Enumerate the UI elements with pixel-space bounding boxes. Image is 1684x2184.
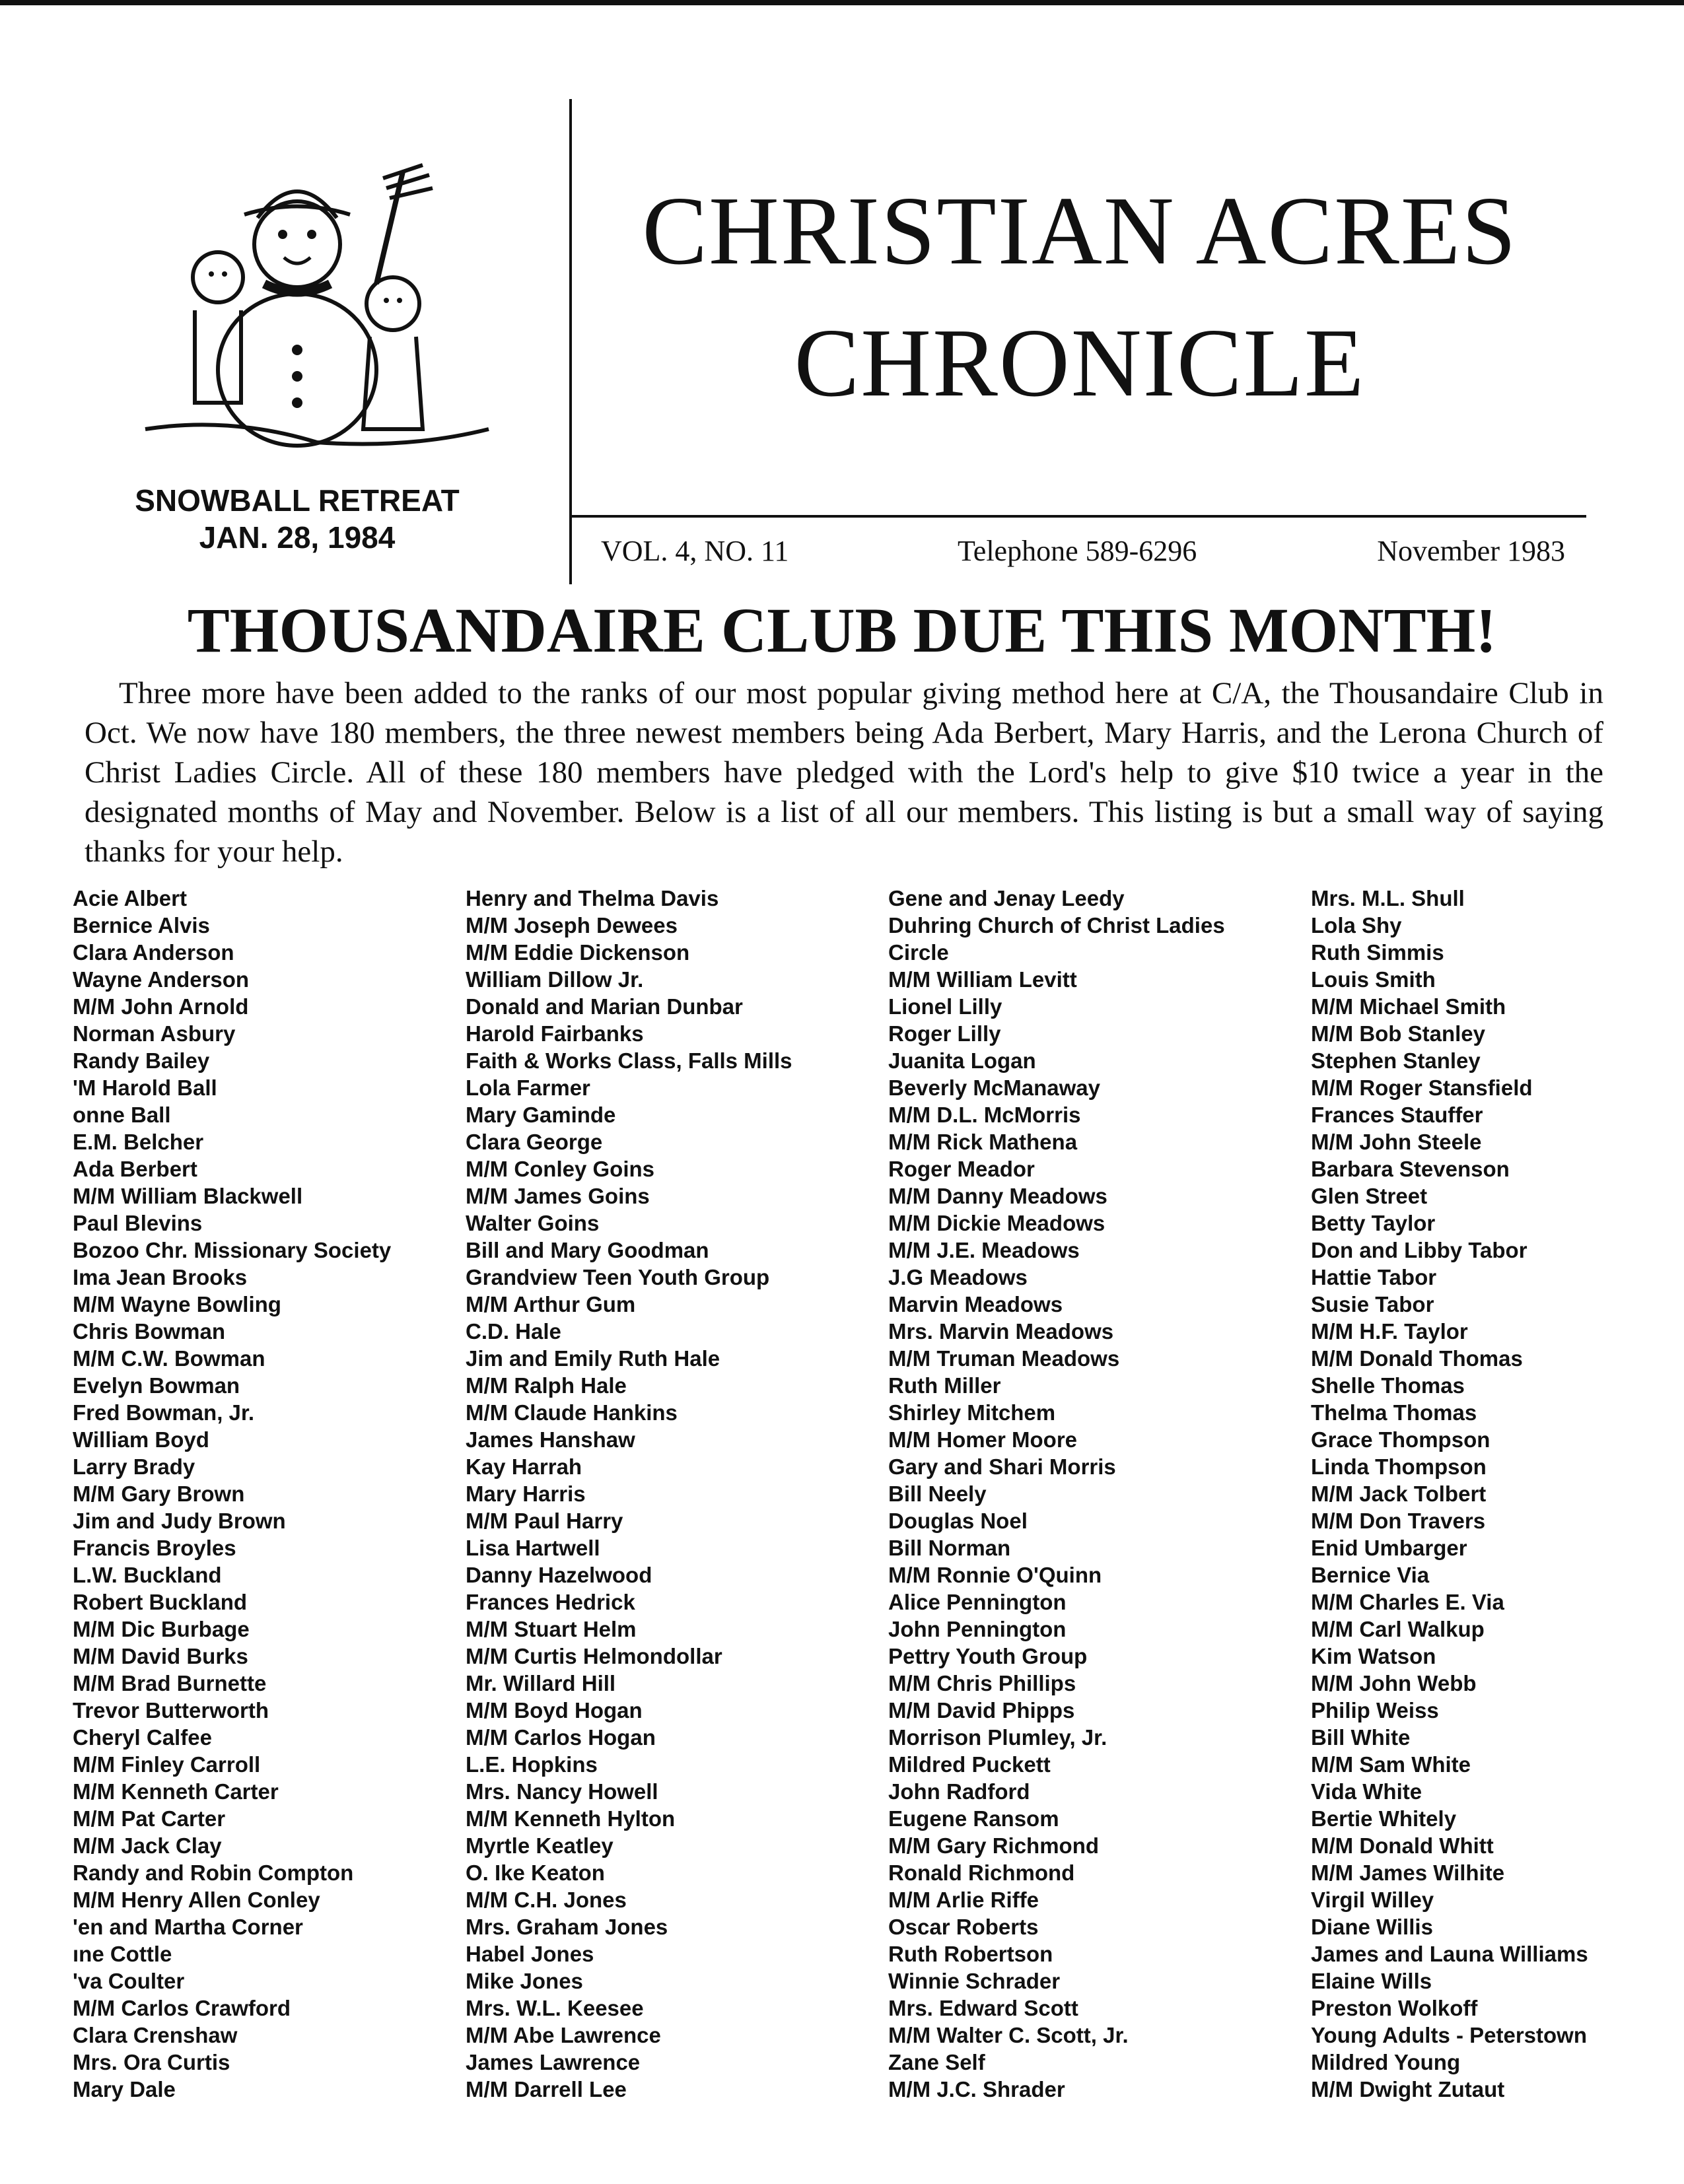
member-name: Clara Anderson — [73, 940, 234, 965]
member-name: Mrs. W.L. Keesee — [466, 1996, 644, 2020]
member-name: Mary Harris — [466, 1482, 586, 1506]
member-name: Jim and Emily Ruth Hale — [466, 1346, 720, 1371]
member-name: Lola Farmer — [466, 1075, 590, 1100]
member-name: Vida White — [1311, 1779, 1422, 1804]
member-name: M/M J.C. Shrader — [888, 2077, 1065, 2101]
member-name: Shelle Thomas — [1311, 1373, 1465, 1398]
member-name: Bertie Whitely — [1311, 1806, 1457, 1831]
member-name: Frances Hedrick — [466, 1590, 635, 1614]
member-name: Oscar Roberts — [888, 1915, 1039, 1939]
member-name: Louis Smith — [1311, 967, 1436, 992]
member-name: M/M Chris Phillips — [888, 1671, 1076, 1695]
member-name: Bozoo Chr. Missionary Society — [73, 1238, 392, 1262]
member-list-column-4 — [1311, 885, 1684, 2103]
member-name: M/M Sam White — [1311, 1752, 1471, 1777]
member-name: Myrtle Keatley — [466, 1833, 614, 1858]
member-name: Donald and Marian Dunbar — [466, 994, 743, 1019]
member-name: M/M Claude Hankins — [466, 1400, 678, 1425]
member-name: Larry Brady — [73, 1454, 195, 1479]
member-name: M/M Brad Burnette — [73, 1671, 267, 1695]
member-name: Lionel Lilly — [888, 994, 1002, 1019]
member-name: M/M Ralph Hale — [466, 1373, 627, 1398]
member-name: Marvin Meadows — [888, 1292, 1063, 1316]
retreat-date: JAN. 28, 1984 — [199, 520, 396, 555]
member-name: Don and Libby Tabor — [1311, 1238, 1527, 1262]
member-name: M/M Arlie Riffe — [888, 1888, 1039, 1912]
member-name: 'va Coulter — [73, 1969, 185, 1993]
member-name: M/M Pat Carter — [73, 1806, 226, 1831]
member-name: Ruth Robertson — [888, 1942, 1053, 1966]
member-name: M/M Bob Stanley — [1311, 1021, 1486, 1046]
article-body: Three more have been added to the ranks of our most popular giving method here at C/A, the Thousandaire Club in Oct. We now have 180 members, the three newest members being Ada Berbert, Mary Harris, and the Lerona Church of Christ Ladies Circle. All of these 180 members have pledged with the Lord's help to give $10 twice a year in the designated months of May and November. Below is a list of all our members. This listing is but a small way of saying thanks for your help. — [85, 676, 1603, 869]
member-name: Mildred Young — [1311, 2050, 1461, 2074]
member-name: M/M Rick Mathena — [888, 1130, 1078, 1154]
member-name: Mr. Willard Hill — [466, 1671, 616, 1695]
member-name: M/M Dickie Meadows — [888, 1211, 1105, 1235]
member-name: Mary Gaminde — [466, 1103, 616, 1127]
member-name: Hattie Tabor — [1311, 1265, 1437, 1289]
member-name: Francis Broyles — [73, 1536, 236, 1560]
member-name: Trevor Butterworth — [73, 1698, 269, 1723]
member-name: Cheryl Calfee — [73, 1725, 212, 1750]
member-name: Barbara Stevenson — [1311, 1157, 1510, 1181]
member-name: Ada Berbert — [73, 1157, 197, 1181]
member-name: Henry and Thelma Davis — [466, 886, 719, 910]
member-name: M/M Boyd Hogan — [466, 1698, 643, 1723]
member-name: Mike Jones — [466, 1969, 583, 1993]
member-name: William Dillow Jr. — [466, 967, 644, 992]
member-name: Faith & Works Class, Falls Mills — [466, 1048, 792, 1073]
member-name: M/M David Burks — [73, 1644, 248, 1668]
member-name: Kay Harrah — [466, 1454, 582, 1479]
member-name: Alice Pennington — [888, 1590, 1067, 1614]
member-name: Winnie Schrader — [888, 1969, 1061, 1993]
member-name: Preston Wolkoff — [1311, 1996, 1478, 2020]
member-name: Susie Tabor — [1311, 1292, 1434, 1316]
member-name: Circle — [888, 940, 949, 965]
member-name: Mrs. Edward Scott — [888, 1996, 1078, 2020]
member-name: James Hanshaw — [466, 1427, 635, 1452]
member-name: M/M Paul Harry — [466, 1509, 623, 1533]
member-name: M/M Charles E. Via — [1311, 1590, 1504, 1614]
member-name: James Lawrence — [466, 2050, 641, 2074]
member-name: Harold Fairbanks — [466, 1021, 644, 1046]
member-name: M/M Ronnie O'Quinn — [888, 1563, 1102, 1587]
member-name: Mrs. Graham Jones — [466, 1915, 668, 1939]
member-name: Eugene Ransom — [888, 1806, 1059, 1831]
member-name: M/M Truman Meadows — [888, 1346, 1120, 1371]
member-name: M/M Carlos Crawford — [73, 1996, 291, 2020]
member-list-column-3 — [888, 885, 1284, 2103]
member-name: Mrs. Marvin Meadows — [888, 1319, 1114, 1344]
member-name: Shirley Mitchem — [888, 1400, 1056, 1425]
article-headline: THOUSANDAIRE CLUB DUE THIS MONTH! — [187, 595, 1497, 665]
member-name: John Radford — [888, 1779, 1030, 1804]
member-name: Roger Lilly — [888, 1021, 1001, 1046]
member-name: M/M Homer Moore — [888, 1427, 1078, 1452]
member-name: M/M Eddie Dickenson — [466, 940, 690, 965]
member-name: M/M Don Travers — [1311, 1509, 1486, 1533]
member-name: M/M Carlos Hogan — [466, 1725, 656, 1750]
member-name: Paul Blevins — [73, 1211, 203, 1235]
member-name: Mrs. Nancy Howell — [466, 1779, 658, 1804]
member-name: Mildred Puckett — [888, 1752, 1051, 1777]
member-name: M/M Stuart Helm — [466, 1617, 637, 1641]
member-name: Bill White — [1311, 1725, 1411, 1750]
retreat-notice — [99, 482, 495, 556]
member-name: M/M Kenneth Hylton — [466, 1806, 676, 1831]
member-name: Young Adults - Peterstown — [1311, 2023, 1587, 2047]
member-name: M/M James Wilhite — [1311, 1860, 1505, 1885]
member-name: M/M Roger Stansfield — [1311, 1075, 1533, 1100]
member-name: M/M C.H. Jones — [466, 1888, 627, 1912]
member-name: Randy and Robin Compton — [73, 1860, 354, 1885]
masthead — [575, 165, 1585, 429]
member-name: Jim and Judy Brown — [73, 1509, 286, 1533]
member-name: Philip Weiss — [1311, 1698, 1439, 1723]
member-name: M/M Henry Allen Conley — [73, 1888, 320, 1912]
member-name: Elaine Wills — [1311, 1969, 1432, 1993]
member-name: M/M Walter C. Scott, Jr. — [888, 2023, 1129, 2047]
member-name: M/M John Arnold — [73, 994, 249, 1019]
member-name: ıne Cottle — [73, 1942, 172, 1966]
member-name: Glen Street — [1311, 1184, 1428, 1208]
member-name: M/M John Steele — [1311, 1130, 1482, 1154]
member-name: M/M David Phipps — [888, 1698, 1075, 1723]
member-name: M/M William Blackwell — [73, 1184, 303, 1208]
member-name: Chris Bowman — [73, 1319, 226, 1344]
member-name: Mrs. M.L. Shull — [1311, 886, 1465, 910]
member-name: Linda Thompson — [1311, 1454, 1487, 1479]
member-name: Kim Watson — [1311, 1644, 1436, 1668]
member-name: Randy Bailey — [73, 1048, 210, 1073]
member-name: Clara George — [466, 1130, 603, 1154]
retreat-title: SNOWBALL RETREAT — [135, 483, 460, 518]
member-name: Bill Neely — [888, 1482, 987, 1506]
member-name: M/M Finley Carroll — [73, 1752, 261, 1777]
member-name: M/M D.L. McMorris — [888, 1103, 1081, 1127]
member-name: M/M H.F. Taylor — [1311, 1319, 1468, 1344]
member-name: M/M Kenneth Carter — [73, 1779, 279, 1804]
member-name: Ronald Richmond — [888, 1860, 1075, 1885]
member-name: 'M Harold Ball — [73, 1075, 217, 1100]
member-name: Bernice Alvis — [73, 913, 210, 938]
volume-number: VOL. 4, NO. 11 — [601, 535, 789, 567]
member-name: M/M Arthur Gum — [466, 1292, 636, 1316]
member-name: M/M John Webb — [1311, 1671, 1477, 1695]
member-name: M/M William Levitt — [888, 967, 1077, 992]
member-name: M/M Curtis Helmondollar — [466, 1644, 722, 1668]
member-name: Douglas Noel — [888, 1509, 1028, 1533]
member-name: L.W. Buckland — [73, 1563, 222, 1587]
member-name: J.G Meadows — [888, 1265, 1028, 1289]
member-name: M/M J.E. Meadows — [888, 1238, 1080, 1262]
member-name: M/M Dic Burbage — [73, 1617, 250, 1641]
member-name: Frances Stauffer — [1311, 1103, 1483, 1127]
member-name: M/M James Goins — [466, 1184, 650, 1208]
member-name: Ruth Simmis — [1311, 940, 1444, 965]
member-name: Gary and Shari Morris — [888, 1454, 1116, 1479]
member-name: M/M Jack Tolbert — [1311, 1482, 1487, 1506]
member-name: 'en and Martha Corner — [73, 1915, 303, 1939]
member-name: M/M Donald Whitt — [1311, 1833, 1494, 1858]
member-name: M/M Conley Goins — [466, 1157, 655, 1181]
member-name: John Pennington — [888, 1617, 1067, 1641]
member-name: Thelma Thomas — [1311, 1400, 1477, 1425]
member-name: Roger Meador — [888, 1157, 1035, 1181]
member-name: Diane Willis — [1311, 1915, 1433, 1939]
member-name: onne Ball — [73, 1103, 171, 1127]
member-name: M/M Wayne Bowling — [73, 1292, 281, 1316]
member-name: M/M Darrell Lee — [466, 2077, 627, 2101]
top-border — [0, 0, 1684, 5]
member-name: L.E. Hopkins — [466, 1752, 598, 1777]
member-name: Gene and Jenay Leedy — [888, 886, 1125, 910]
member-name: Morrison Plumley, Jr. — [888, 1725, 1107, 1750]
member-name: Ruth Miller — [888, 1373, 1001, 1398]
member-name: M/M Abe Lawrence — [466, 2023, 661, 2047]
member-name: Beverly McManaway — [888, 1075, 1100, 1100]
member-list-column-1 — [73, 885, 469, 2103]
member-name: Habel Jones — [466, 1942, 594, 1966]
member-name: Wayne Anderson — [73, 967, 250, 992]
member-name: Evelyn Bowman — [73, 1373, 240, 1398]
masthead-title-line2: CHRONICLE — [794, 309, 1366, 417]
member-name: M/M Michael Smith — [1311, 994, 1506, 1019]
member-name: William Boyd — [73, 1427, 209, 1452]
member-name: M/M Donald Thomas — [1311, 1346, 1523, 1371]
member-name: Mrs. Ora Curtis — [73, 2050, 230, 2074]
member-name: M/M Jack Clay — [73, 1833, 222, 1858]
member-name: Virgil Willey — [1311, 1888, 1434, 1912]
member-name: M/M Dwight Zutaut — [1311, 2077, 1505, 2101]
masthead-divider-vertical — [569, 99, 572, 584]
snowman-illustration — [132, 152, 502, 456]
member-name: Bernice Via — [1311, 1563, 1430, 1587]
member-name: James and Launa Williams — [1311, 1942, 1588, 1966]
member-name: M/M Gary Brown — [73, 1482, 245, 1506]
member-name: Ima Jean Brooks — [73, 1265, 248, 1289]
member-list-column-2 — [466, 885, 862, 2103]
member-name: Zane Self — [888, 2050, 985, 2074]
member-name: Robert Buckland — [73, 1590, 248, 1614]
member-name: Bill Norman — [888, 1536, 1011, 1560]
member-name: Stephen Stanley — [1311, 1048, 1481, 1073]
member-name: M/M Joseph Dewees — [466, 913, 678, 938]
member-name: M/M Danny Meadows — [888, 1184, 1107, 1208]
member-name: Walter Goins — [466, 1211, 600, 1235]
member-name: Pettry Youth Group — [888, 1644, 1088, 1668]
issue-date: November 1983 — [1377, 535, 1565, 567]
member-name: Norman Asbury — [73, 1021, 236, 1046]
telephone-number: Telephone 589-6296 — [958, 535, 1197, 567]
member-name: C.D. Hale — [466, 1319, 561, 1344]
member-name: Fred Bowman, Jr. — [73, 1400, 255, 1425]
member-name: Clara Crenshaw — [73, 2023, 238, 2047]
member-name: Grandview Teen Youth Group — [466, 1265, 770, 1289]
masthead-title-line1: CHRISTIAN ACRES — [642, 177, 1518, 285]
member-name: Duhring Church of Christ Ladies — [888, 913, 1225, 938]
member-name: M/M C.W. Bowman — [73, 1346, 265, 1371]
member-name: Lola Shy — [1311, 913, 1402, 938]
member-name: M/M Carl Walkup — [1311, 1617, 1485, 1641]
member-name: Danny Hazelwood — [466, 1563, 652, 1587]
masthead-divider-horizontal — [569, 515, 1586, 518]
member-name: Acie Albert — [73, 886, 187, 910]
member-name: Bill and Mary Goodman — [466, 1238, 709, 1262]
member-name: Juanita Logan — [888, 1048, 1036, 1073]
member-name: M/M Gary Richmond — [888, 1833, 1100, 1858]
member-name: E.M. Belcher — [73, 1130, 204, 1154]
member-name: O. Ike Keaton — [466, 1860, 605, 1885]
member-name: Mary Dale — [73, 2077, 176, 2101]
member-name: Lisa Hartwell — [466, 1536, 600, 1560]
member-name: Grace Thompson — [1311, 1427, 1491, 1452]
member-name: Enid Umbarger — [1311, 1536, 1467, 1560]
member-name: Betty Taylor — [1311, 1211, 1436, 1235]
